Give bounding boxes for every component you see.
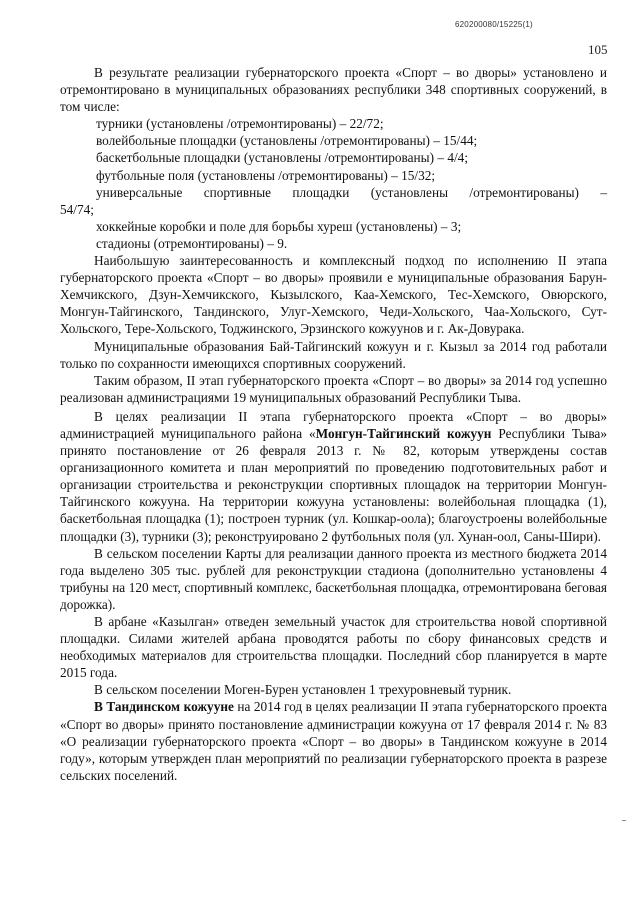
tandinsky-text: на 2014 год в целях реализации II этапа губернаторского проекта «Спорт во дворы» принято постановление администрации кожууна от 17 февраля 2014 г. № 83 «О реализации губернаторского проекта «Спорт – во дворы» в Тандинском кожууне в 2014 году», которым утвержден план мероприятий по реализации губернаторского проекта в разрезе сельских поселений. [60,699,607,783]
document-body [60,64,607,784]
list-item-football: футбольные поля (установлены /отремонтированы) – 15/32; [96,167,436,183]
mongun-taiga-name: Монгун-Тайгинский кожуун [315,425,492,441]
paragraph-kazylgan: В арбане «Казылган» отведен земельный участок для строительства новой спортивной площадки. Силами жителей арбана проводятся работы по сбору финансовых средств и необходимых материалов для строительства площадки. Последний сбор планируется в марте 2015 года. [60,614,607,681]
list-item-turniki: турники (установлены /отремонтированы) – 22/72; [96,116,384,132]
list-item-universal [60,184,607,201]
mongun-taiga-text-end: Республики Тыва» принято постановление от 26 февраля 2013 г. № 82, которым утверждены состав организационного комитета и план мероприятий по проведению подготовительных работ и организации строительства и реконструкции спортивных площадок на территории Монгун-Тайгинского кожууна. На территории кожууна установлены: волейбольная площадка (1), баскетбольная площадка (1); построен турник (ул. Кошкар-оола); благоустроены волейбольные площадки (3), турники (3); реконструировано 2 футбольных поля (ул. Хунан-оол, Саны-Шири). [60,425,607,544]
mongun-taiga-text-start: В целях реализации II этапа губернаторского проекта «Спорт – во дворы» администрацией муниципального района « [60,408,607,441]
list-item-stadiums: стадионы (отремонтированы) – 9. [96,235,288,251]
paragraph-mongun-taiga [60,408,607,545]
list-item-hockey: хоккейные коробки и поле для борьбы хуреш (установлены) – 3; [96,218,462,234]
list-item-volleyball: волейбольные площадки (установлены /отремонтированы) – 15/44; [96,133,478,149]
list-item-universal-text: универсальные спортивные площадки (установлены /отремонтированы) – [96,184,607,200]
scan-mark [622,820,626,821]
list-item-universal-values: 54/74; [60,201,94,217]
list-item-basketball: баскетбольные площадки (установлены /отремонтированы) – 4/4; [96,150,469,166]
document-id: 620200080/15225(1) [455,20,533,29]
tandinsky-name: В Тандинском кожууне [94,699,234,715]
paragraph-summary: Таким образом, II этап губернаторского проекта «Спорт – во дворы» за 2014 год успешно реализован администрациями 19 муниципальных образований Республики Тыва. [60,372,607,405]
paragraph-tandinsky [60,698,607,783]
paragraph-kargy: В сельском поселении Карты для реализации данного проекта из местного бюджета 2014 года выделено 305 тыс. рублей для реконструкции стадиона (дополнительно установлены 4 трибуны на 120 мест, спортивный комплекс, баскетбольная площадка, отремонтирована беговая дорожка). [60,545,607,612]
paragraph-most-interested: Наибольшую заинтересованность и комплексный подход по исполнению II этапа губернаторского проекта «Спорт – во дворы» проявили е муниципальные образования Барун-Хемчикского, Дзун-Хемчикского, Кызылского, Каа-Хемского, Тес-Хемского, Овюрского, Монгун-Тайгинского, Тандинского, Улуг-Хемского, Чеди-Хольского, Чаа-Хольского, Сут-Хольского, Тере-Хольского, Тоджинского, Эрзинского кожуунов и г. Ак-Довурака. [60,253,607,337]
page-number: 105 [588,42,608,57]
paragraph-mogen-buren: В сельском поселении Моген-Бурен установлен 1 трехуровневый турник. [94,682,512,698]
paragraph-bai-taiga: Муниципальные образования Бай-Тайгинский кожуун и г. Кызыл за 2014 год работали только по сохранности имеющихся спортивных сооружений. [60,338,607,371]
paragraph-results-intro: В результате реализации губернаторского проекта «Спорт – во дворы» установлено и отремонтировано в муниципальных образованиях республики 348 спортивных сооружений, в том числе: [60,65,607,115]
